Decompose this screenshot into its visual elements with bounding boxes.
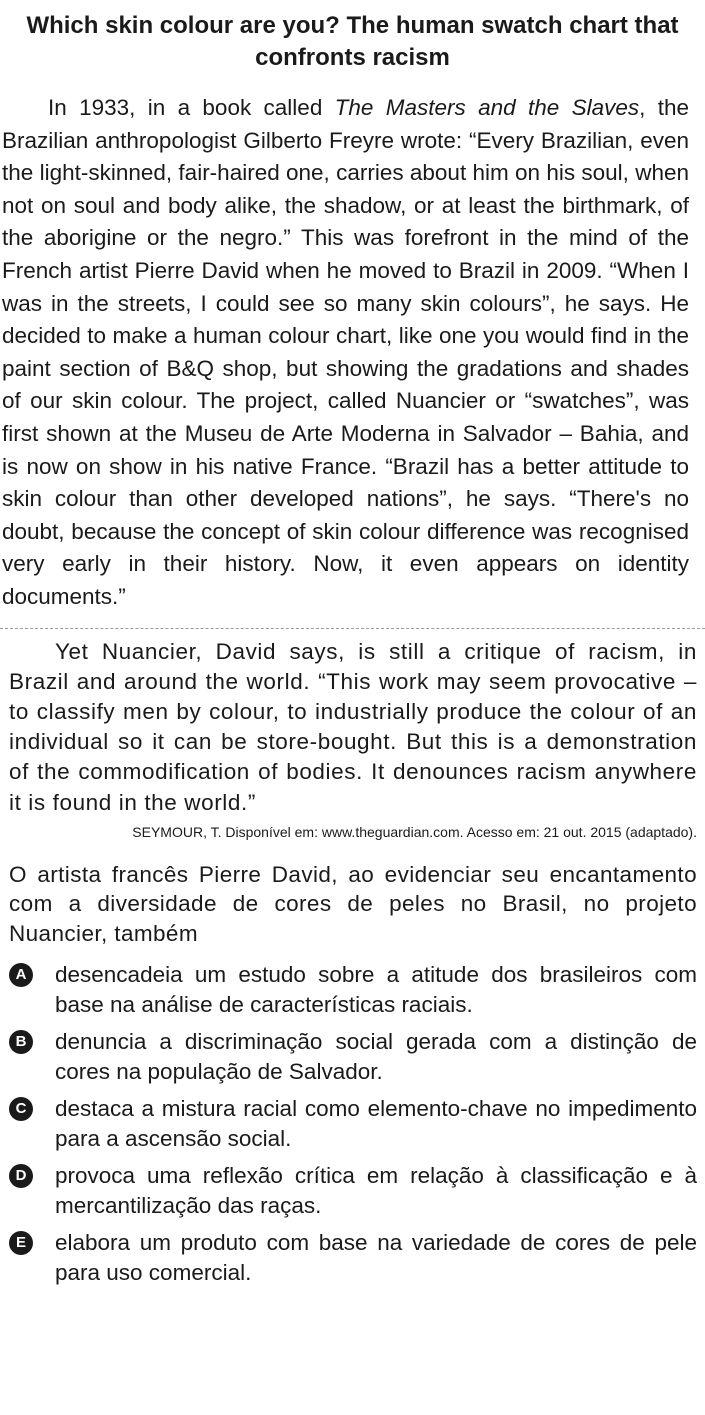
option-d-badge: D bbox=[9, 1164, 33, 1188]
option-c-text: destaca a mistura racial como elemento-chave no impedimento para a ascensão social. bbox=[55, 1096, 697, 1151]
option-b-text: denuncia a discriminação social gerada com a distinção de cores na população de Salvador. bbox=[55, 1029, 697, 1084]
option-c-badge: C bbox=[9, 1097, 33, 1121]
option-d-text: provoca uma reflexão crítica em relação à classificação e à mercantilização das raças. bbox=[55, 1163, 697, 1218]
option-e-badge: E bbox=[9, 1231, 33, 1255]
option-a-badge: A bbox=[9, 963, 33, 987]
option-e-text: elabora um produto com base na variedade de cores de pele para uso comercial. bbox=[55, 1230, 697, 1285]
option-b[interactable] bbox=[9, 1027, 697, 1086]
book-title: The Masters and the Slaves bbox=[334, 95, 640, 120]
article-paragraph-1 bbox=[2, 92, 689, 614]
option-e[interactable] bbox=[9, 1228, 697, 1287]
dashed-divider bbox=[0, 628, 705, 629]
paragraph-1-text-a: In 1933, in a book called bbox=[48, 95, 335, 120]
option-c[interactable] bbox=[9, 1094, 697, 1153]
article-title: Which skin colour are you? The human swatch chart that confronts racism bbox=[26, 12, 679, 71]
option-b-badge: B bbox=[9, 1030, 33, 1054]
paragraph-1-text-b: , the Brazilian anthropologist Gilberto Freyre wrote: “Every Brazilian, even the light-skinned, fair-haired one, carries about him on his soul, when not on soul and body alike, the shadow, or at least the birthmark, of the aborigine or the negro.” This was forefront in the mind of the French artist Pierre David when he moved to Brazil in 2009. “When I was in the streets, I could see so many skin colours”, he says. He decided to make a human colour chart, like one you would find in the paint section of B&Q shop, but showing the gradations and shades of our skin colour. The project, called Nuancier or “swatches”, was first shown at the Museu de Arte Moderna in Salvador – Bahia, and is now on show in his native France. “Brazil has a better attitude to skin colour than other developed nations”, he says. “There's no doubt, because the concept of skin colour difference was recognised very early in their history. Now, it even appears on identity documents.” bbox=[2, 95, 690, 609]
option-a[interactable] bbox=[9, 960, 697, 1019]
source-citation: SEYMOUR, T. Disponível em: www.theguardian.com. Acesso em: 21 out. 2015 (adaptado). bbox=[132, 823, 697, 840]
article-paragraph-2: Yet Nuancier, David says, is still a critique of racism, in Brazil and around the world. “This work may seem provocative – to classify men by colour, to industrially produce the colour of an individual so it can be store-bought. But this is a demonstration of the commodification of bodies. It denounces racism anywhere it is found in the world.” bbox=[9, 638, 697, 815]
option-a-text: desencadeia um estudo sobre a atitude dos brasileiros com base na análise de características raciais. bbox=[55, 962, 697, 1017]
question-stem: O artista francês Pierre David, ao evidenciar seu encantamento com a diversidade de cores de peles no Brasil, no projeto Nuancier, também bbox=[9, 861, 697, 946]
answer-options bbox=[9, 960, 697, 1287]
option-d[interactable] bbox=[9, 1161, 697, 1220]
